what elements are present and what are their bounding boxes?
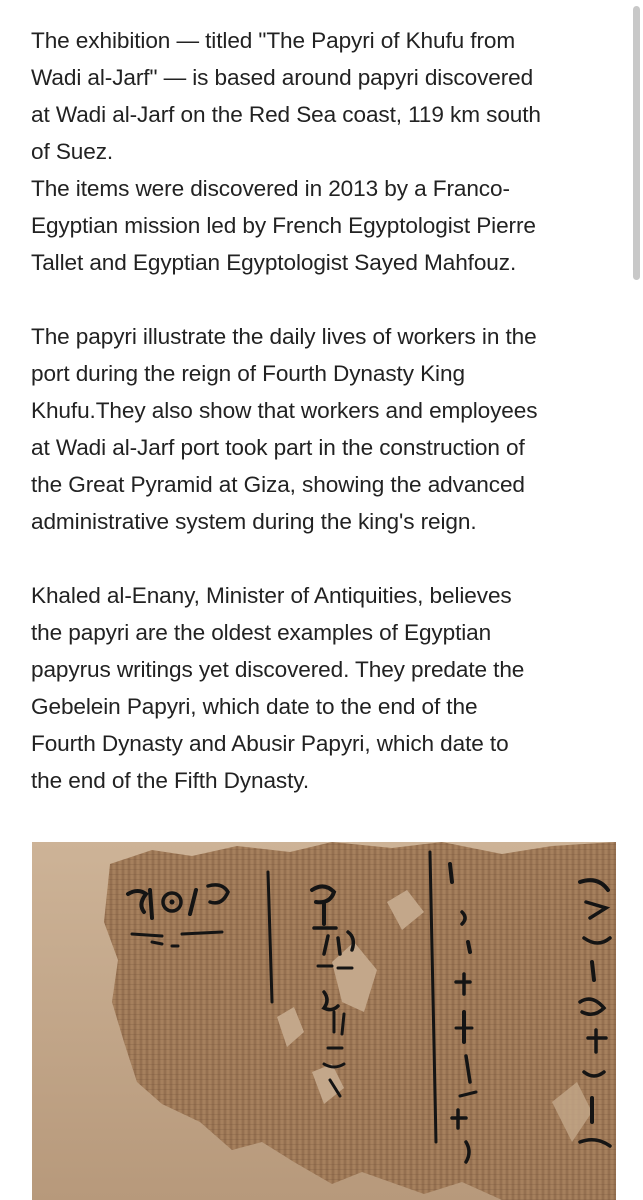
text-line: The exhibition — titled "The Papyri of Khufu from bbox=[31, 28, 516, 53]
paragraph-spacer bbox=[31, 540, 621, 577]
text-line: the end of the Fifth Dynasty. bbox=[31, 768, 309, 793]
text-line: at Wadi al-Jarf on the Red Sea coast, 119 km south bbox=[31, 102, 541, 127]
text-line: Fourth Dynasty and Abusir Papyri, which date to bbox=[31, 731, 509, 756]
text-line: the Great Pyramid at Giza, showing the advanced bbox=[31, 472, 525, 497]
scrollbar[interactable] bbox=[633, 6, 640, 280]
papyrus-photo bbox=[32, 842, 616, 1200]
text-line: of Suez. bbox=[31, 139, 114, 164]
text-line: Khaled al-Enany, Minister of Antiquities, believes bbox=[31, 583, 512, 608]
article-body bbox=[31, 22, 621, 799]
papyrus-fragment-image bbox=[32, 842, 616, 1200]
text-line: at Wadi al-Jarf port took part in the construction of bbox=[31, 435, 525, 460]
paragraph-exhibition bbox=[31, 22, 621, 281]
paragraph-spacer bbox=[31, 281, 621, 318]
text-line: administrative system during the king's reign. bbox=[31, 509, 477, 534]
text-line: Egyptian mission led by French Egyptologist Pierre bbox=[31, 213, 536, 238]
text-line: Gebelein Papyri, which date to the end of the bbox=[31, 694, 478, 719]
text-line: Tallet and Egyptian Egyptologist Sayed Mahfouz. bbox=[31, 250, 517, 275]
text-line: the papyri are the oldest examples of Egyptian bbox=[31, 620, 492, 645]
text-line: papyrus writings yet discovered. They predate the bbox=[31, 657, 525, 682]
text-line: Khufu.They also show that workers and employees bbox=[31, 398, 538, 423]
paragraph-oldest-papyri bbox=[31, 577, 621, 799]
paragraph-daily-lives bbox=[31, 318, 621, 540]
text-line: Wadi al-Jarf" — is based around papyri discovered bbox=[31, 65, 534, 90]
text-line: port during the reign of Fourth Dynasty King bbox=[31, 361, 465, 386]
text-line: The items were discovered in 2013 by a Franco- bbox=[31, 176, 510, 201]
text-line: The papyri illustrate the daily lives of workers in the bbox=[31, 324, 537, 349]
